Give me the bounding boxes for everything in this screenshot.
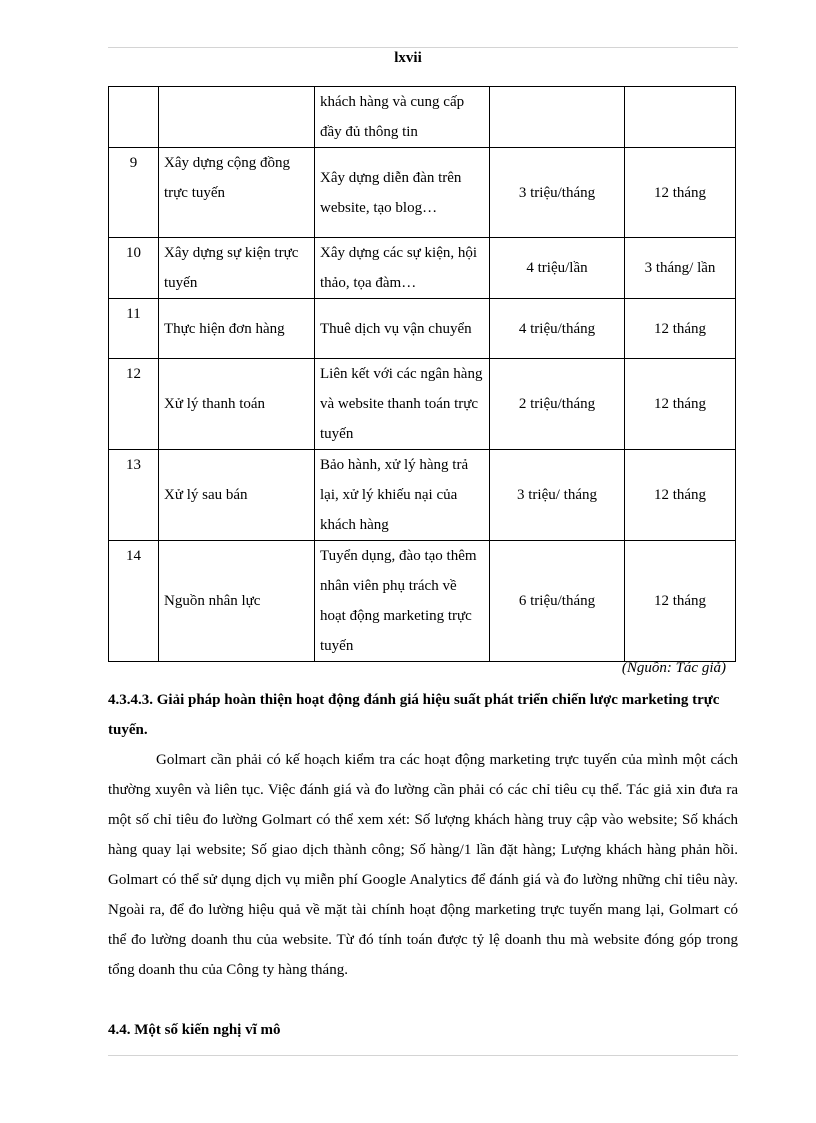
cell-no: 14 bbox=[109, 541, 159, 662]
cell-no: 12 bbox=[109, 359, 159, 450]
table-row bbox=[109, 359, 736, 450]
cell-content: khách hàng và cung cấp đầy đủ thông tin bbox=[315, 87, 490, 148]
cost-table bbox=[108, 86, 736, 662]
cell-no: 13 bbox=[109, 450, 159, 541]
cell-content: Xây dựng diễn đàn trên website, tạo blog… bbox=[315, 148, 490, 238]
cell-content: Thuê dịch vụ vận chuyển bbox=[315, 299, 490, 359]
table-row bbox=[109, 238, 736, 299]
cell-item: Xây dựng sự kiện trực tuyến bbox=[159, 238, 315, 299]
cell-item: Nguồn nhân lực bbox=[159, 541, 315, 662]
table-row bbox=[109, 299, 736, 359]
table-row bbox=[109, 87, 736, 148]
cell-content: Bảo hành, xử lý hàng trả lại, xử lý khiếu nại của khách hàng bbox=[315, 450, 490, 541]
cell-time: 12 tháng bbox=[625, 541, 736, 662]
cell-time bbox=[625, 87, 736, 148]
page-number: lxvii bbox=[394, 50, 422, 66]
next-section-heading: 4.4. Một số kiến nghị vĩ mô bbox=[108, 1022, 281, 1038]
cell-cost: 6 triệu/tháng bbox=[490, 541, 625, 662]
table-source: (Nguồn: Tác giả) bbox=[621, 660, 726, 676]
table-row bbox=[109, 450, 736, 541]
cell-no bbox=[109, 87, 159, 148]
cell-no: 10 bbox=[109, 238, 159, 299]
cell-time: 12 tháng bbox=[625, 359, 736, 450]
cell-cost bbox=[490, 87, 625, 148]
cell-time: 3 tháng/ lần bbox=[625, 238, 736, 299]
body-paragraph: Golmart cần phải có kế hoạch kiểm tra các hoạt động marketing trực tuyến của mình một cách thường xuyên và liên tục. Việc đánh giá và đo lường cần phải có các chỉ tiêu cụ thể. Tác giả xin đưa ra một số chỉ tiêu đo lường Golmart có thể xem xét: Số lượng khách hàng truy cập vào website; Số khách hàng quay lại website; Số giao dịch thành công; Số hàng/1 lần đặt hàng; Lượng khách hàng phản hồi. Golmart có thể sử dụng dịch vụ miễn phí Google Analytics để đánh giá và đo lường những chỉ tiêu này. Ngoài ra, để đo lường hiệu quả về mặt tài chính hoạt động marketing trực tuyến mang lại, Golmart có thể đo lường doanh thu của website. Từ đó tính toán được tỷ lệ doanh thu mà website đóng góp trong tổng doanh thu của Công ty hàng tháng. bbox=[108, 752, 738, 978]
cell-cost: 4 triệu/tháng bbox=[490, 299, 625, 359]
cell-cost: 3 triệu/ tháng bbox=[490, 450, 625, 541]
cell-time: 12 tháng bbox=[625, 299, 736, 359]
section-heading: 4.3.4.3. Giải pháp hoàn thiện hoạt động đánh giá hiệu suất phát triển chiến lược marketing trực tuyến. bbox=[108, 692, 720, 738]
cell-no: 9 bbox=[109, 148, 159, 238]
cell-content: Tuyển dụng, đào tạo thêm nhân viên phụ trách về hoạt động marketing trực tuyến bbox=[315, 541, 490, 662]
cell-cost: 3 triệu/tháng bbox=[490, 148, 625, 238]
table-row bbox=[109, 541, 736, 662]
cell-item: Thực hiện đơn hàng bbox=[159, 299, 315, 359]
cell-item bbox=[159, 87, 315, 148]
cell-time: 12 tháng bbox=[625, 450, 736, 541]
table-row bbox=[109, 148, 736, 238]
cell-item: Xây dựng cộng đồng trực tuyến bbox=[159, 148, 315, 238]
cell-item: Xử lý sau bán bbox=[159, 450, 315, 541]
cell-content: Xây dựng các sự kiện, hội thảo, tọa đàm… bbox=[315, 238, 490, 299]
cell-content: Liên kết với các ngân hàng và website thanh toán trực tuyến bbox=[315, 359, 490, 450]
cell-no: 11 bbox=[109, 299, 159, 359]
cell-item: Xử lý thanh toán bbox=[159, 359, 315, 450]
cell-cost: 2 triệu/tháng bbox=[490, 359, 625, 450]
cell-time: 12 tháng bbox=[625, 148, 736, 238]
header-rule bbox=[108, 47, 738, 48]
cell-cost: 4 triệu/lần bbox=[490, 238, 625, 299]
footer-rule bbox=[108, 1055, 738, 1056]
